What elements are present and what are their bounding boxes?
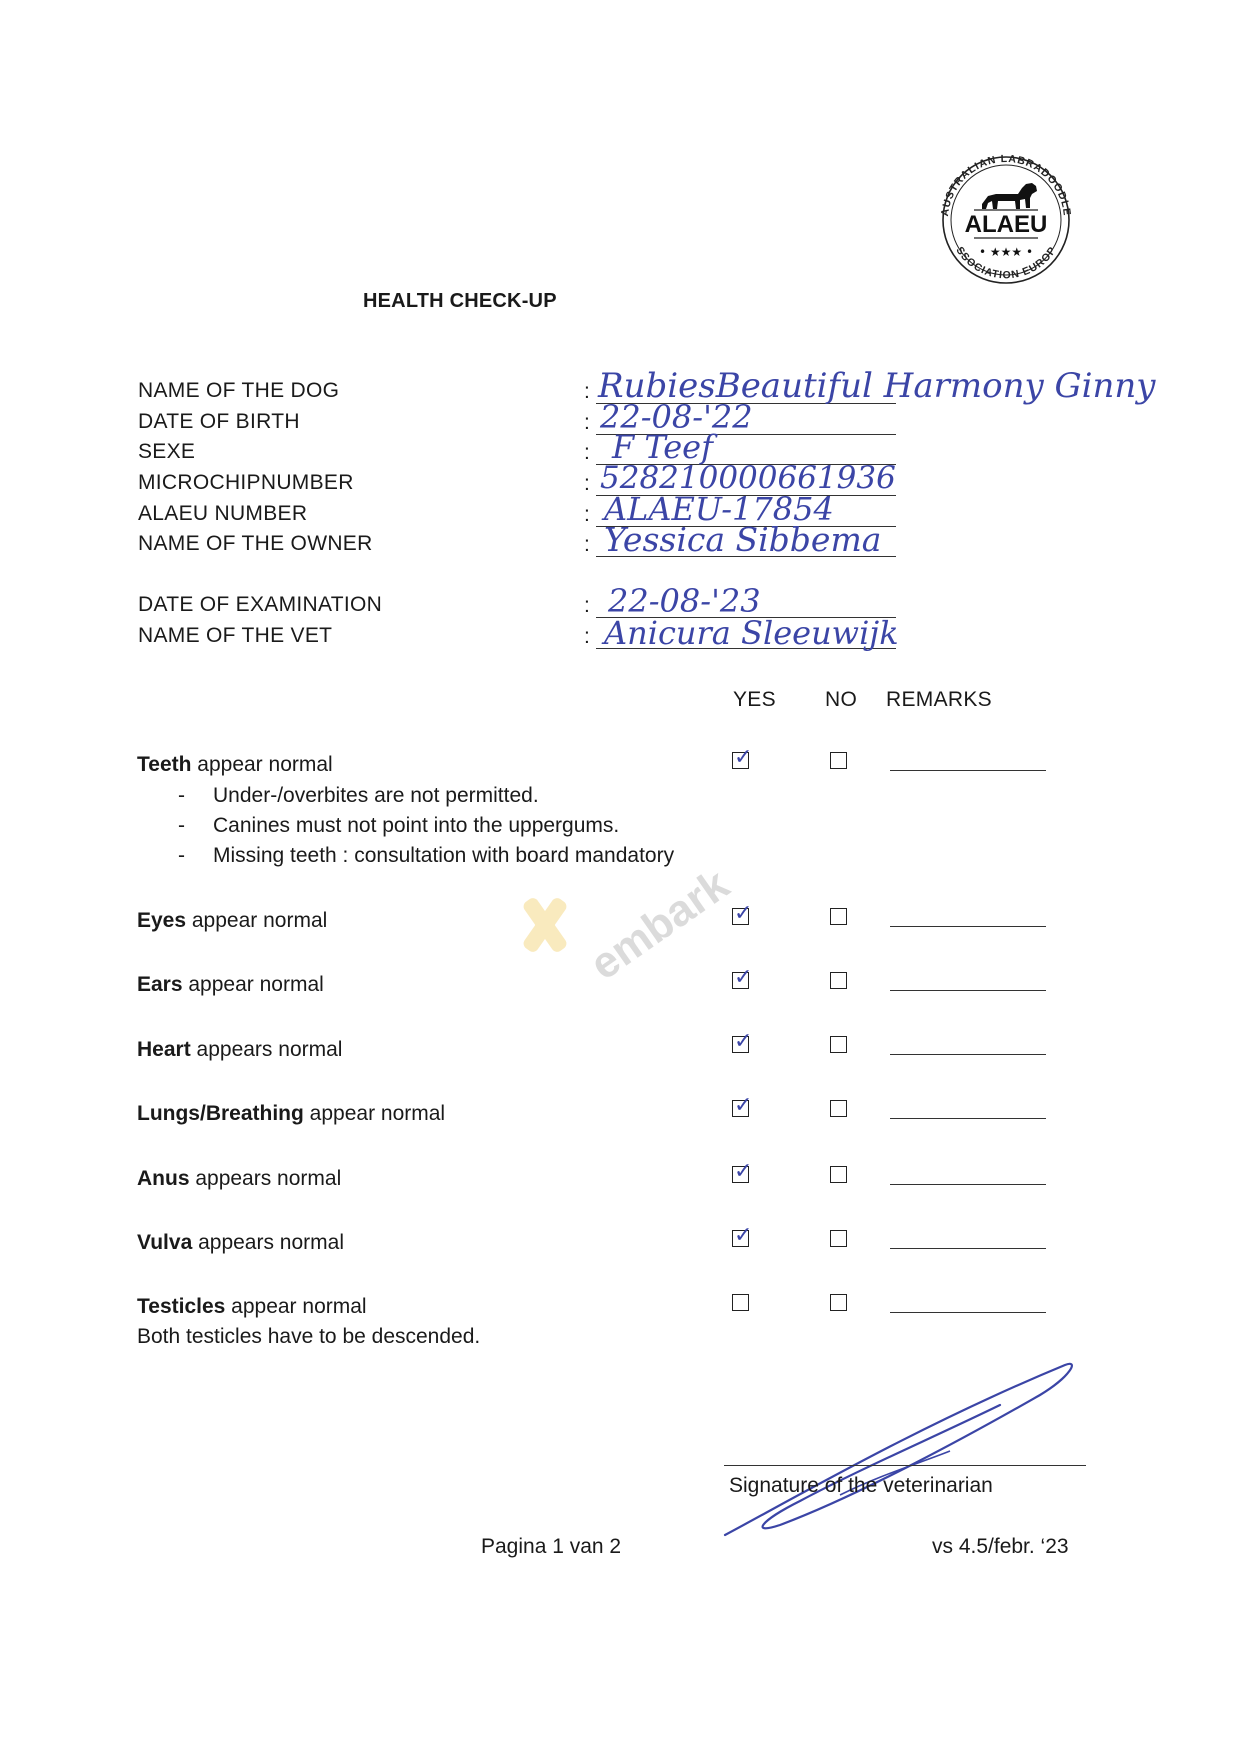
- field-label-sexe: SEXE: [138, 440, 196, 463]
- checkmark-icon: ✓: [734, 1029, 753, 1054]
- remarks-line[interactable]: [890, 1054, 1046, 1055]
- field-colon: :: [584, 441, 590, 464]
- remarks-line[interactable]: [890, 1312, 1046, 1313]
- field-label-exam-date: DATE OF EXAMINATION: [138, 593, 383, 616]
- handwritten-vet: Anicura Sleeuwijk: [604, 614, 899, 652]
- item-vulva-bold: Vulva: [137, 1231, 193, 1254]
- note-dash: -: [178, 844, 185, 867]
- handwritten-dog-name: RubiesBeautiful Harmony Ginny: [598, 366, 1156, 406]
- column-header-no: NO: [825, 688, 858, 711]
- item-heart-bold: Heart: [137, 1038, 191, 1061]
- item-heart-rest: appears normal: [190, 1038, 343, 1061]
- checkbox-yes[interactable]: [732, 1294, 749, 1311]
- embark-watermark: [505, 835, 765, 995]
- handwritten-owner: Yessica Sibbema: [604, 520, 882, 559]
- item-ears-bold: Ears: [137, 973, 183, 996]
- checkbox-no[interactable]: [830, 1230, 847, 1247]
- item-vulva: [137, 1231, 344, 1255]
- item-heart: [137, 1038, 342, 1062]
- checkbox-no[interactable]: [830, 1294, 847, 1311]
- embark-logo-icon: [521, 896, 569, 954]
- svg-text:AUSTRALIAN LABRADOODLE: [939, 153, 1073, 217]
- field-colon: :: [584, 533, 590, 556]
- field-colon: :: [584, 380, 590, 403]
- field-colon: :: [584, 594, 590, 617]
- checkmark-icon: ✓: [734, 901, 753, 926]
- remarks-line[interactable]: [890, 990, 1046, 991]
- handwritten-date-of-birth: 22-08-'22: [600, 398, 753, 436]
- column-header-remarks: REMARKS: [886, 688, 992, 711]
- teeth-note-1: Under-/overbites are not permitted.: [213, 784, 539, 807]
- item-teeth-bold: Teeth: [137, 753, 192, 776]
- item-lungs: [137, 1102, 445, 1126]
- handwritten-alaeu-number: ALAEU-17854: [604, 490, 834, 528]
- checkbox-no[interactable]: [830, 752, 847, 769]
- remarks-line[interactable]: [890, 1118, 1046, 1119]
- watermark-text: embark: [581, 859, 738, 990]
- checkbox-no[interactable]: [830, 908, 847, 925]
- signature-scribble-icon: [720, 1355, 1080, 1545]
- remarks-line[interactable]: [890, 1248, 1046, 1249]
- item-testicles-rest: appear normal: [225, 1295, 367, 1318]
- field-label-microchip: MICROCHIPNUMBER: [138, 471, 354, 494]
- remarks-line[interactable]: [890, 926, 1046, 927]
- veterinarian-signature: [720, 1355, 1080, 1545]
- remarks-line[interactable]: [890, 770, 1046, 771]
- handwritten-microchip: 528210000661936: [600, 460, 896, 496]
- teeth-note-2: Canines must not point into the uppergums.: [213, 814, 620, 837]
- logo-ring-top: AUSTRALIAN LABRADOODLE: [939, 152, 1073, 217]
- checkbox-no[interactable]: [830, 1100, 847, 1117]
- logo-stars: • ★★★ •: [978, 245, 1034, 259]
- page-title: HEALTH CHECK-UP: [363, 290, 557, 312]
- field-label-date-of-birth: DATE OF BIRTH: [138, 410, 300, 433]
- item-ears-rest: appear normal: [182, 973, 324, 996]
- field-colon: :: [584, 411, 590, 434]
- handwritten-sexe: F Teef: [612, 428, 713, 466]
- signature-label: Signature of the veterinarian: [729, 1474, 993, 1497]
- alaeu-seal-icon: [926, 128, 1086, 303]
- signature-line: [724, 1465, 1086, 1466]
- logo-center-text: ALAEU: [964, 211, 1048, 238]
- checkbox-no[interactable]: [830, 1166, 847, 1183]
- item-anus-bold: Anus: [137, 1167, 190, 1190]
- field-colon: :: [584, 503, 590, 526]
- checkmark-icon: ✓: [734, 965, 753, 990]
- logo-ring-bottom: SSOCIATION EUROP: [953, 244, 1059, 282]
- checkmark-icon: ✓: [734, 1159, 753, 1184]
- item-eyes-bold: Eyes: [137, 909, 187, 932]
- item-ears: [137, 973, 324, 997]
- item-teeth-rest: appear normal: [191, 753, 333, 776]
- field-label-vet: NAME OF THE VET: [138, 624, 333, 647]
- item-lungs-rest: appear normal: [303, 1102, 446, 1125]
- field-colon: :: [584, 625, 590, 648]
- checkmark-icon: ✓: [734, 1093, 753, 1118]
- handwritten-exam-date: 22-08-'23: [608, 582, 761, 620]
- item-teeth: [137, 753, 333, 777]
- item-testicles-bold: Testicles: [137, 1295, 226, 1318]
- column-header-yes: YES: [733, 688, 776, 711]
- note-dash: -: [178, 814, 185, 837]
- field-label-alaeu-number: ALAEU NUMBER: [138, 502, 308, 525]
- item-eyes: [137, 909, 327, 933]
- item-anus-rest: appears normal: [189, 1167, 342, 1190]
- checkmark-icon: ✓: [734, 1223, 753, 1248]
- item-testicles: [137, 1295, 367, 1319]
- checkmark-icon: ✓: [734, 745, 753, 770]
- form-version: vs 4.5/febr. ‘23: [932, 1535, 1069, 1558]
- field-colon: :: [584, 472, 590, 495]
- field-label-dog-name: NAME OF THE DOG: [138, 379, 340, 402]
- item-vulva-rest: appears normal: [192, 1231, 344, 1254]
- checkbox-no[interactable]: [830, 972, 847, 989]
- teeth-note-3: Missing teeth : consultation with board mandatory: [213, 844, 675, 867]
- field-label-owner: NAME OF THE OWNER: [138, 532, 373, 555]
- testicles-note: Both testicles have to be descended.: [137, 1325, 481, 1348]
- alaeu-logo: [926, 128, 1086, 303]
- page-number: Pagina 1 van 2: [481, 1535, 622, 1558]
- item-eyes-rest: appear normal: [186, 909, 328, 932]
- checkbox-no[interactable]: [830, 1036, 847, 1053]
- remarks-line[interactable]: [890, 1184, 1046, 1185]
- item-anus: [137, 1167, 341, 1191]
- dog-icon: [982, 183, 1037, 209]
- note-dash: -: [178, 784, 185, 807]
- item-lungs-bold: Lungs/Breathing: [137, 1102, 304, 1125]
